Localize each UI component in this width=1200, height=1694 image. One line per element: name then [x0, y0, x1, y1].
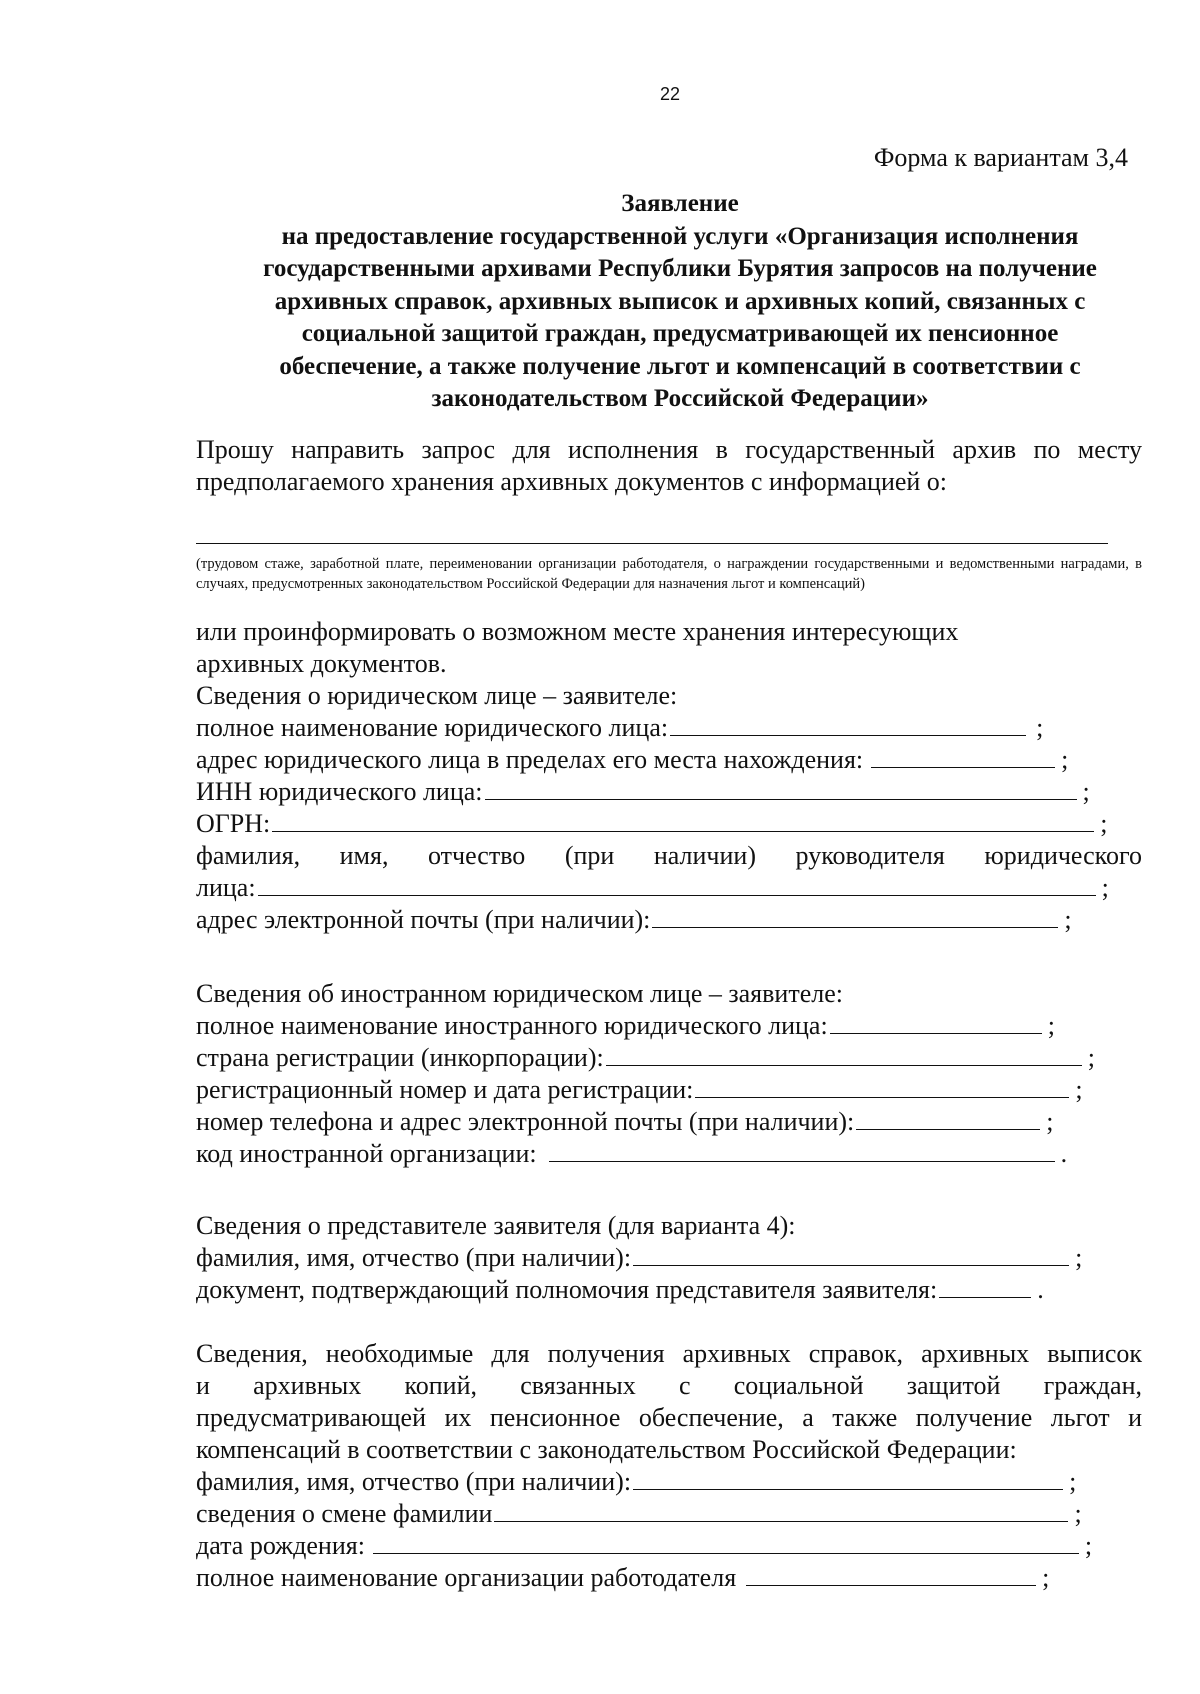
applicant-name-field[interactable]: [633, 1467, 1063, 1490]
title-line: обеспечение, а также получение льгот и компенсаций в соответствии с: [279, 352, 1081, 380]
legal-email-field[interactable]: [652, 905, 1058, 928]
field-terminator: ;: [1064, 905, 1072, 934]
field-label: полное наименование организации работодателя: [196, 1563, 737, 1592]
foreign-phone-email-field[interactable]: [856, 1107, 1040, 1130]
field-terminator: ;: [1074, 1499, 1082, 1528]
foreign-org-code-field[interactable]: [549, 1139, 1055, 1162]
alt-request-line: или проинформировать о возможном месте хранения интересующих: [196, 617, 959, 646]
field-terminator: ;: [1100, 809, 1108, 838]
legal-address-row: [196, 744, 1142, 776]
legal-ogrn-field[interactable]: [272, 809, 1094, 832]
legal-ogrn-row: [196, 808, 1142, 840]
surname-change-row: [196, 1498, 1142, 1530]
field-label: страна регистрации (инкорпорации):: [196, 1043, 604, 1072]
foreign-reg-number-field[interactable]: [695, 1075, 1069, 1098]
info-blank-line[interactable]: [196, 543, 1108, 544]
foreign-entity-heading: Сведения об иностранном юридическом лице – заявителе:: [196, 979, 843, 1008]
required-info-section: [196, 1338, 1142, 1594]
field-label: полное наименование иностранного юридического лица:: [196, 1011, 828, 1040]
field-label: адрес электронной почты (при наличии):: [196, 905, 651, 934]
field-label: полное наименование юридического лица:: [196, 713, 669, 742]
representative-name-field[interactable]: [633, 1243, 1069, 1266]
title-heading: Заявление: [621, 190, 739, 217]
title-line: архивных справок, архивных выписок и архивных копий, связанных с: [274, 287, 1086, 315]
field-terminator: ;: [1075, 1075, 1083, 1104]
field-label: номер телефона и адрес электронной почты (при наличии):: [196, 1107, 855, 1136]
legal-address-field[interactable]: [871, 745, 1055, 768]
field-label: код иностранной организации:: [196, 1139, 537, 1168]
field-terminator: ;: [1042, 1563, 1050, 1592]
representative-section: [196, 1210, 1142, 1306]
field-terminator: ;: [1036, 713, 1044, 742]
field-label: документ, подтверждающий полномочия представителя заявителя:: [196, 1275, 938, 1304]
foreign-country-field[interactable]: [606, 1043, 1082, 1066]
title-line: государственными архивами Республики Бурятия запросов на получение: [263, 255, 1097, 282]
representative-heading: Сведения о представителе заявителя (для варианта 4):: [196, 1211, 796, 1240]
employer-row: [196, 1562, 1142, 1594]
form-reference: Форма к вариантам 3,4: [873, 143, 1128, 172]
applicant-name-row: [196, 1466, 1142, 1498]
title-line: законодательством Российской Федерации»: [431, 385, 929, 412]
intro-paragraph: Прошу направить запрос для исполнения в государственный архив по месту предполагаемого хранения архивных документов с информацией о:: [196, 435, 1142, 496]
title-line: социальной защитой граждан, предусматривающей их пенсионное: [301, 320, 1059, 347]
foreign-reg-number-row: [196, 1074, 1142, 1106]
required-info-heading: предусматривающей их пенсионное обеспечение, а также получение льгот и: [196, 1403, 1142, 1432]
legal-head-name-field[interactable]: [258, 873, 1096, 896]
required-info-heading: и архивных копий, связанных с социальной защитой граждан,: [196, 1371, 1142, 1400]
field-label: сведения о смене фамилии: [196, 1499, 493, 1528]
foreign-full-name-row: [196, 1010, 1142, 1042]
legal-entity-heading: Сведения о юридическом лице – заявителе:: [196, 681, 678, 710]
representative-name-row: [196, 1242, 1142, 1274]
field-label: фамилия, имя, отчество (при наличии):: [196, 1243, 632, 1272]
alt-request-line: архивных документов.: [196, 649, 447, 678]
foreign-country-row: [196, 1042, 1142, 1074]
field-terminator: ;: [1101, 873, 1109, 902]
field-label: ОГРН:: [196, 809, 271, 838]
field-label: лица:: [196, 873, 256, 902]
field-label: дата рождения:: [196, 1531, 365, 1560]
foreign-entity-section: [196, 978, 1142, 1170]
field-label: ИНН юридического лица:: [196, 777, 483, 806]
legal-inn-field[interactable]: [485, 777, 1077, 800]
birth-date-field[interactable]: [373, 1531, 1079, 1554]
birth-date-row: [196, 1530, 1142, 1562]
foreign-org-code-row: [196, 1138, 1142, 1170]
field-label: регистрационный номер и дата регистрации:: [196, 1075, 694, 1104]
field-terminator: ;: [1075, 1243, 1083, 1272]
field-terminator: ;: [1047, 1011, 1055, 1040]
page-number: 22: [659, 84, 681, 104]
legal-full-name-row: [196, 712, 1142, 744]
legal-head-name-row: [196, 872, 1142, 904]
field-terminator: ;: [1084, 1531, 1093, 1560]
title-line: на предоставление государственной услуги «Организация исполнения: [281, 222, 1079, 250]
legal-entity-section: [196, 616, 1142, 936]
legal-inn-row: [196, 776, 1142, 808]
representative-document-row: [196, 1274, 1142, 1306]
surname-change-field[interactable]: [494, 1499, 1068, 1522]
field-terminator: ;: [1046, 1107, 1054, 1136]
field-label: фамилия, имя, отчество (при наличии):: [196, 1467, 632, 1496]
employer-field[interactable]: [746, 1563, 1036, 1586]
field-terminator: ;: [1061, 745, 1069, 774]
field-terminator: .: [1037, 1275, 1044, 1304]
field-terminator: ;: [1069, 1467, 1077, 1496]
foreign-full-name-field[interactable]: [830, 1011, 1042, 1034]
legal-full-name-field[interactable]: [670, 713, 1026, 736]
legal-email-row: [196, 904, 1142, 936]
info-hint-note: (трудовом стаже, заработной плате, переименовании организации работодателя, о награждении государственными и ведомственными наградами, в случаях, предусмотренных законодательством Российской Федерации для назначения льгот и компенсаций): [196, 556, 1142, 592]
field-terminator: .: [1060, 1139, 1068, 1168]
document-title: [190, 188, 1170, 416]
field-terminator: ;: [1087, 1043, 1095, 1072]
field-terminator: ;: [1082, 777, 1090, 806]
required-info-heading: компенсаций в соответствии с законодательством Российской Федерации:: [196, 1435, 1017, 1464]
required-info-heading: Сведения, необходимые для получения архивных справок, архивных выписок: [196, 1339, 1142, 1368]
foreign-phone-email-row: [196, 1106, 1142, 1138]
representative-document-field[interactable]: [939, 1275, 1031, 1298]
legal-head-name-label: фамилия, имя, отчество (при наличии) руководителя юридического: [196, 841, 1142, 870]
field-label: адрес юридического лица в пределах его места нахождения:: [196, 745, 864, 774]
